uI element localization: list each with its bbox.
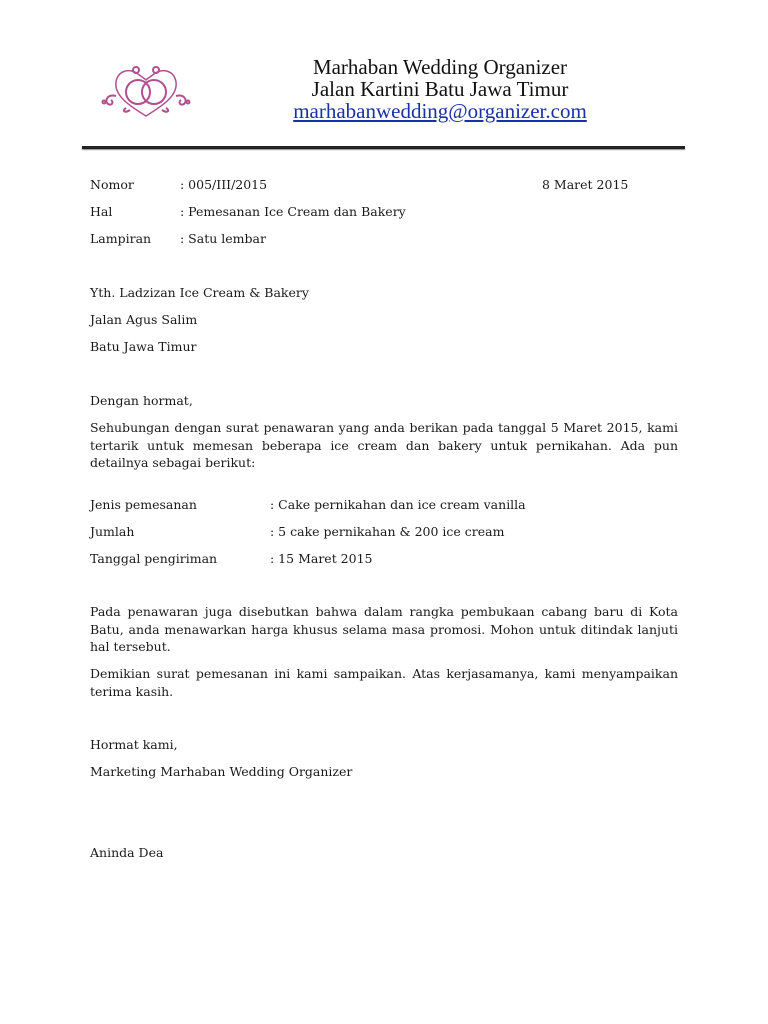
header-divider <box>82 146 685 149</box>
paragraph-closing: Demikian surat pemesanan ini kami sampaikan. Atas kerjasamanya, kami menyampaikan terima kasih. <box>90 666 678 699</box>
wedding-rings-logo <box>100 62 192 120</box>
paragraph-intro: Sehubungan dengan surat penawaran yang anda berikan pada tanggal 5 Maret 2015, kami tertarik untuk memesan beberapa ice cream dan bakery untuk pernikahan. Ada pun detailnya sebagai berikut: <box>90 420 678 470</box>
nomor-value: : 005/III/2015 <box>180 177 268 192</box>
paragraph-promo: Pada penawaran juga disebutkan bahwa dalam rangka pembukaan cabang baru di Kota Batu, anda menawarkan harga khusus selama masa promosi. Mohon untuk ditindak lanjuti hal tersebut. <box>90 604 678 654</box>
greeting: Dengan hormat, <box>90 393 193 408</box>
recipient-street: Jalan Agus Salim <box>90 312 198 327</box>
signer-name: Aninda Dea <box>90 845 164 860</box>
org-address: Jalan Kartini Batu Jawa Timur <box>311 77 569 101</box>
letter-date: 8 Maret 2015 <box>542 177 629 192</box>
detail-label: Jenis pemesanan <box>90 497 197 512</box>
nomor-label: Nomor <box>90 177 134 192</box>
lampiran-label: Lampiran <box>90 231 152 246</box>
detail-value: : 15 Maret 2015 <box>270 551 373 566</box>
detail-value: : 5 cake pernikahan & 200 ice cream <box>270 524 505 539</box>
lampiran-value: : Satu lembar <box>180 231 266 246</box>
detail-value: : Cake pernikahan dan ice cream vanilla <box>270 497 526 512</box>
hal-value: : Pemesanan Ice Cream dan Bakery <box>180 204 406 219</box>
signer-position: Marketing Marhaban Wedding Organizer <box>90 764 353 779</box>
recipient-name: Yth. Ladzizan Ice Cream & Bakery <box>90 285 309 300</box>
org-email-link[interactable]: marhabanwedding@organizer.com <box>293 99 587 123</box>
hal-label: Hal <box>90 204 113 219</box>
recipient-city: Batu Jawa Timur <box>90 339 197 354</box>
closing-salutation: Hormat kami, <box>90 737 178 752</box>
detail-label: Tanggal pengiriman <box>90 551 218 566</box>
org-name: Marhaban Wedding Organizer <box>312 55 568 79</box>
detail-label: Jumlah <box>90 524 135 539</box>
